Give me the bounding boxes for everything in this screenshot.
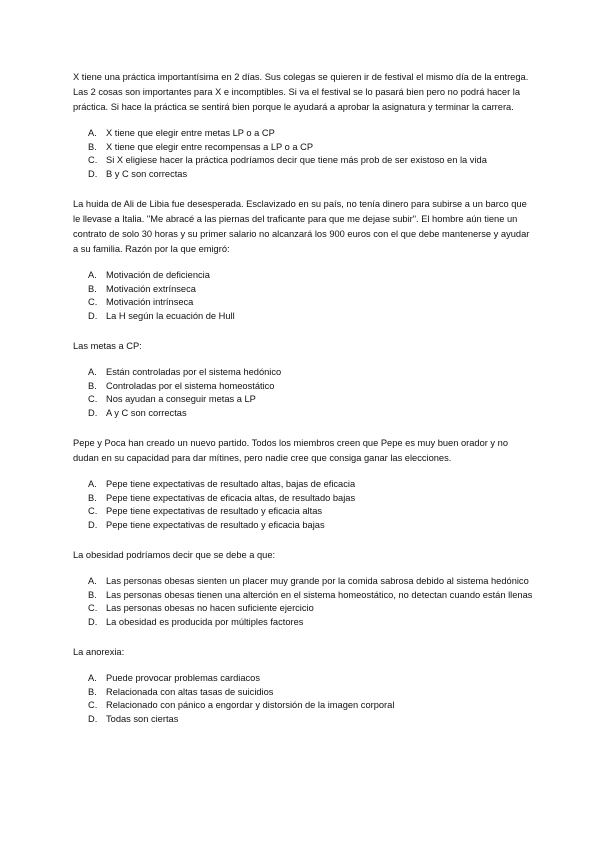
answer-option xyxy=(73,141,535,155)
answer-option xyxy=(73,393,535,407)
option-letter: C. xyxy=(88,700,98,710)
option-letter: B. xyxy=(88,141,97,152)
answer-option xyxy=(73,575,535,589)
option-text: Las personas obesas sienten un placer muy grande por la comida sabrosa debido al sistema hedónico xyxy=(106,576,529,586)
option-text: Si X eligiese hacer la práctica podríamos decir que tiene más prob de ser existoso en la vida xyxy=(106,155,487,165)
answer-option xyxy=(73,519,535,533)
option-text: Pepe tiene expectativas de resultado altas, bajas de eficacia xyxy=(106,479,356,489)
answer-options xyxy=(73,127,535,181)
answer-option xyxy=(73,699,535,713)
option-text: Pepe tiene expectativas de resultado y eficacia bajas xyxy=(106,519,325,530)
option-text: Nos ayudan a conseguir metas a LP xyxy=(106,394,256,404)
answer-options xyxy=(73,269,535,323)
answer-options xyxy=(73,672,535,726)
option-text: Controladas por el sistema homeostático xyxy=(106,380,275,391)
option-text: Las personas obesas no hacen suficiente ejercicio xyxy=(106,603,314,613)
option-text: Motivación intrínseca xyxy=(106,297,194,307)
answer-option xyxy=(73,310,535,324)
answer-option xyxy=(73,269,535,283)
option-letter: C. xyxy=(88,506,98,516)
option-letter: B. xyxy=(88,589,97,600)
question-3 xyxy=(73,339,535,420)
option-text: Relacionada con altas tasas de suicidios xyxy=(106,686,274,697)
answer-option xyxy=(73,713,535,727)
option-letter: C. xyxy=(88,603,98,613)
option-letter: A. xyxy=(88,270,97,280)
option-letter: D. xyxy=(88,519,98,530)
option-text: B y C son correctas xyxy=(106,168,188,179)
question-5 xyxy=(73,548,535,629)
answer-option xyxy=(73,283,535,297)
option-letter: C. xyxy=(88,297,98,307)
option-letter: A. xyxy=(88,479,97,489)
question-6 xyxy=(73,645,535,726)
answer-option xyxy=(73,505,535,519)
answer-option xyxy=(73,686,535,700)
question-2 xyxy=(73,197,535,323)
answer-option xyxy=(73,366,535,380)
option-text: Puede provocar problemas cardiacos xyxy=(106,673,260,683)
question-stem: Pepe y Poca han creado un nuevo partido. Todos los miembros creen que Pepe es muy buen orador y no dudan en su capacidad para dar mítines, pero nadie cree que consiga ganar las elecciones. xyxy=(73,438,508,463)
option-text: Todas son ciertas xyxy=(106,713,179,724)
option-text: La H según la ecuación de Hull xyxy=(106,310,235,321)
question-stem: La anorexia: xyxy=(73,647,125,657)
option-text: Las personas obesas tienen una alterción en el sistema homeostático, no detectan cuando están llenas xyxy=(106,589,533,600)
option-text: X tiene que elegir entre recompensas a LP o a CP xyxy=(106,141,314,152)
option-text: Están controladas por el sistema hedónico xyxy=(106,367,282,377)
option-letter: A. xyxy=(88,576,97,586)
option-letter: B. xyxy=(88,283,97,294)
option-letter: A. xyxy=(88,128,97,138)
answer-option xyxy=(73,296,535,310)
question-stem: La huida de Ali de Libia fue desesperada. Esclavizado en su país, no tenía dinero para subirse a un barco que le llevase a Italia. "Me abracé a las piernas del traficante para que me dejase subir". El hombre aún tiene un contrato de solo 30 horas y su primer salario no alcanzará los 900 euros con el que debe mantenerse y ayudar a su familia. Razón por la que emigró: xyxy=(73,199,530,254)
answer-option xyxy=(73,589,535,603)
question-stem: X tiene una práctica importantísima en 2 días. Sus colegas se quieren ir de festival el mismo día de la entrega. Las 2 cosas son importantes para X e incomptibles. Si va el festival se lo pasará bien pero no podrá hacer la práctica. Si hace la práctica se sentirá bien porque le ayudará a aprobar la asignatura y terminar la carrera. xyxy=(73,72,529,112)
option-text: Relacionado con pánico a engordar y distorsión de la imagen corporal xyxy=(106,700,395,710)
option-text: A y C son correctas xyxy=(106,407,187,418)
question-1 xyxy=(73,70,535,181)
option-text: Motivación extrínseca xyxy=(106,283,196,294)
option-letter: D. xyxy=(88,310,98,321)
option-text: Pepe tiene expectativas de eficacia altas, de resultado bajas xyxy=(106,492,356,503)
answer-option xyxy=(73,127,535,141)
option-letter: B. xyxy=(88,686,97,697)
answer-option xyxy=(73,407,535,421)
option-text: La obesidad es producida por múltiples factores xyxy=(106,616,304,627)
answer-option xyxy=(73,380,535,394)
answer-option xyxy=(73,154,535,168)
answer-option xyxy=(73,492,535,506)
option-letter: B. xyxy=(88,492,97,503)
answer-option xyxy=(73,168,535,182)
option-text: Pepe tiene expectativas de resultado y eficacia altas xyxy=(106,506,323,516)
answer-option xyxy=(73,616,535,630)
option-letter: C. xyxy=(88,155,98,165)
question-4 xyxy=(73,436,535,532)
question-stem: Las metas a CP: xyxy=(73,341,142,351)
option-text: Motivación de deficiencia xyxy=(106,270,210,280)
option-letter: D. xyxy=(88,168,98,179)
question-stem: La obesidad podríamos decir que se debe a que: xyxy=(73,550,276,560)
option-letter: D. xyxy=(88,713,98,724)
option-letter: C. xyxy=(88,394,98,404)
option-letter: D. xyxy=(88,407,98,418)
option-letter: A. xyxy=(88,367,97,377)
answer-option xyxy=(73,602,535,616)
answer-option xyxy=(73,478,535,492)
answer-options xyxy=(73,478,535,532)
answer-options xyxy=(73,575,535,629)
option-text: X tiene que elegir entre metas LP o a CP xyxy=(106,128,275,138)
option-letter: D. xyxy=(88,616,98,627)
option-letter: B. xyxy=(88,380,97,391)
answer-option xyxy=(73,672,535,686)
option-letter: A. xyxy=(88,673,97,683)
document-page xyxy=(73,70,535,742)
answer-options xyxy=(73,366,535,420)
